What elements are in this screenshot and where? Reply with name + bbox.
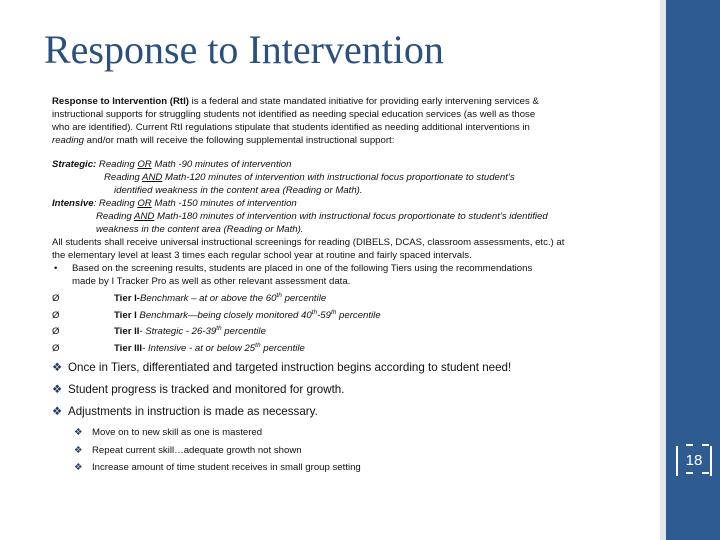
strategic-text: Math -90 minutes of intervention [151,159,292,170]
slide-body [52,95,636,477]
intro-rest: is a federal and state mandated initiative for providing early intervening services & [188,96,539,107]
tier-sup: th [311,308,318,316]
tier-name: Tier III [114,342,143,354]
main-bullet-text: Student progress is tracked and monitored for growth. [68,383,345,396]
intensive-text: : Reading [93,198,138,209]
intro-line-3: who are identified). Current RtI regulations stipulate that students identified as needing additional interventions in [52,122,530,133]
strategic-line-3: identified weakness in the content area (Reading or Math). [114,185,363,196]
intensive-and: AND [134,211,155,222]
main-bullet [52,401,636,423]
main-bullet [52,379,636,401]
intro-line-1 [52,95,636,108]
arrow-bullet-icon: Ø [52,326,60,337]
diamond-bullet-icon: ❖ [52,383,63,396]
tier-list [52,291,636,357]
bullet-dot: • [54,263,58,274]
sub-bullet [74,442,636,460]
diamond-bullet-icon: ❖ [74,462,83,473]
tier-desc: percentile [221,326,266,337]
tier-sup: th [255,341,261,349]
intensive-text: Math-180 minutes of intervention with instructional focus proportionate to student’s identified [154,211,548,222]
strategic-text: Reading [104,172,143,183]
tier-desc: -59 [317,309,331,321]
arrow-bullet-icon: Ø [52,293,60,304]
page-number: 18 [676,446,712,476]
tier-sup: th [276,291,282,299]
tier-desc: - Strategic - 26-39 [139,326,217,337]
intensive-label: Intensive [52,198,94,209]
intensive-line-2 [52,210,636,223]
main-bullets [52,357,636,423]
screening-bullet-text: Based on the screening results, students are placed in one of the following Tiers using the recommendations [72,263,533,274]
tier-desc: percentile [336,309,381,321]
tier-item [52,291,636,308]
strategic-text: Reading [96,159,138,170]
strategic-line-1 [52,158,636,171]
tier-name: Tier I [114,309,140,321]
screening-line-1: All students shall receive universal instructional screenings for reading (DIBELS, DCAS, classroom assessments, etc.) at [52,237,565,248]
tier-desc: percentile [260,342,305,354]
main-bullet-text: Once in Tiers, differentiated and targeted instruction begins according to student need! [68,361,512,374]
tier-sup: th [216,324,222,332]
intensive-text: Reading [96,211,135,222]
intensive-line-1 [52,197,636,210]
screening-line-2: the elementary level at least 3 times each regular school year at routine and fairly spaced intervals. [52,250,472,261]
tier-item [52,324,636,341]
tier-item [52,308,636,325]
sub-bullet [74,459,636,477]
intensive-line-3: weakness in the content area (Reading or Math). [96,224,304,235]
strategic-and: AND [142,172,163,183]
strategic-line-2 [52,171,636,184]
sub-bullets [74,424,636,477]
tier-name: Tier II [114,326,140,337]
intensive-or: OR [137,198,152,209]
tier-item [52,341,636,358]
arrow-bullet-icon: Ø [52,342,60,354]
tier-sup: th [330,308,337,316]
tier-desc: Benchmark – at or above the 60 [139,293,277,304]
tier-name: Tier I- [114,293,140,304]
screening-bullet [52,262,636,275]
main-bullet-text: Adjustments in instruction is made as necessary. [68,405,318,418]
screening-bullet-cont: made by I Tracker Pro as well as other relevant assessment data. [72,276,351,287]
main-bullet [52,357,636,379]
intro-line4-rest: and/or math will receive the following supplemental instructional support: [84,135,395,146]
tier-desc: percentile [281,293,327,304]
tier-desc: - Intensive - at or below 25 [142,342,256,354]
strategic-label: Strategic: [52,159,97,170]
sub-bullet-text: Move on to new skill as one is mastered [92,427,263,438]
diamond-bullet-icon: ❖ [74,427,83,438]
strategic-text: Math-120 minutes of intervention with instructional focus proportionate to student’s [162,172,515,183]
intensive-text: Math -150 minutes of intervention [151,198,297,209]
intro-bold: Response to Intervention (RtI) [52,96,189,107]
sub-bullet-text: Increase amount of time student receives in small group setting [92,462,361,473]
intro-italic: reading [52,135,85,146]
sub-bullet-text: Repeat current skill…adequate growth not shown [92,444,302,456]
intro-line-4 [52,134,636,147]
arrow-bullet-icon: Ø [52,309,60,321]
tier-desc: Benchmark—being closely monitored 40 [139,309,312,321]
diamond-bullet-icon: ❖ [52,361,63,374]
intro-line-2: instructional supports for struggling students not identified as needing special education services (as well as those [52,109,536,120]
diamond-bullet-icon: ❖ [52,405,63,418]
strategic-or: OR [137,159,152,170]
diamond-bullet-icon: ❖ [74,444,83,456]
slide-title: Response to Intervention [44,27,444,72]
sub-bullet [74,424,636,442]
